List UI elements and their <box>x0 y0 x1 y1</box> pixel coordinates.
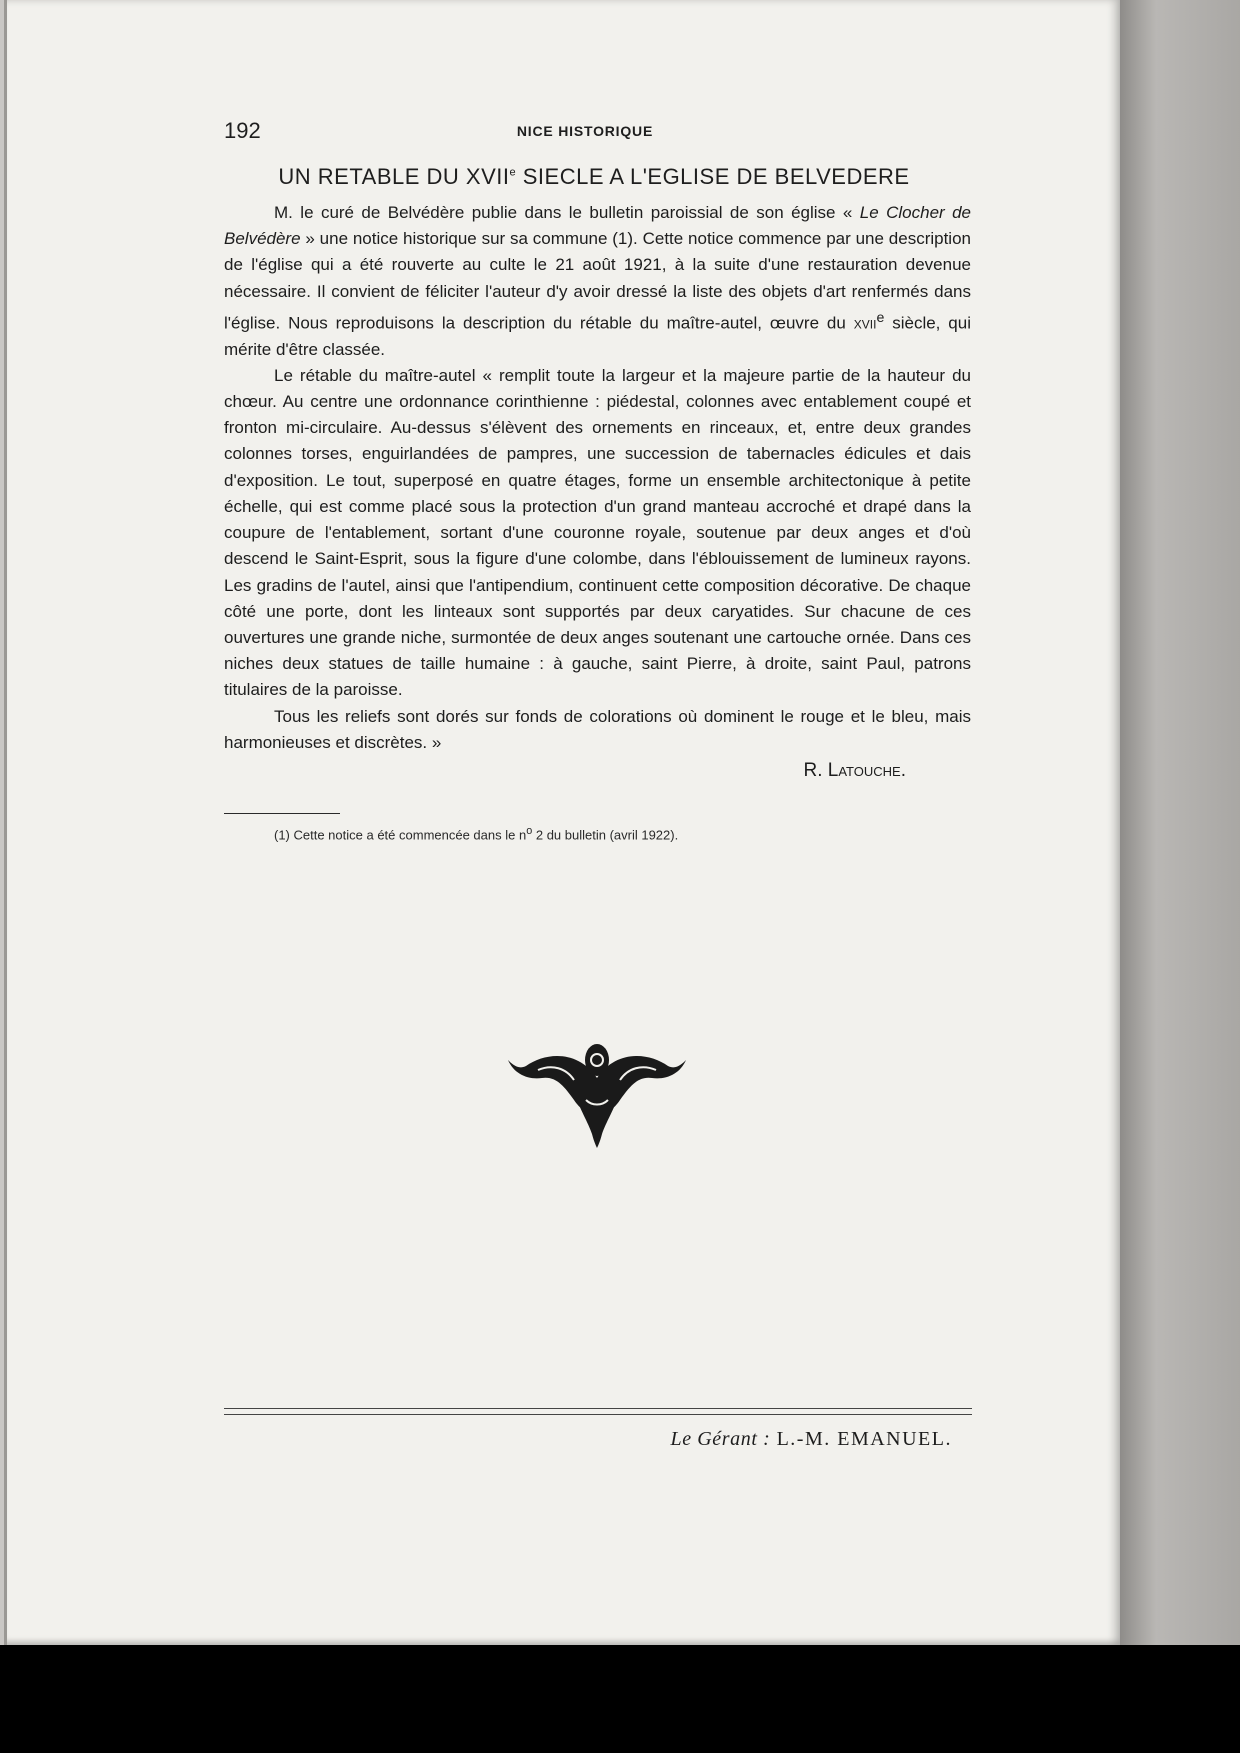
title-superscript: e <box>509 166 517 179</box>
colophon <box>618 1428 952 1451</box>
bulletin-title: Le Clocher de Belvédère <box>224 203 972 249</box>
footnote-superscript: o <box>526 825 533 837</box>
colophon-rule-top <box>224 1408 972 1409</box>
footnote <box>274 825 974 842</box>
article-title <box>224 164 964 190</box>
next-page-edge <box>1120 0 1240 1645</box>
author-signature <box>224 760 906 782</box>
paragraph-3: Tous les reliefs sont dorés sur fonds de colorations où dominent le rouge et le bleu, mais harmonieuses et discrètes. » <box>224 706 971 752</box>
century-numeral: xvii <box>853 313 877 333</box>
page-number: 192 <box>224 118 261 143</box>
page-fold <box>4 0 7 1645</box>
p1-part-b: » une notice historique sur sa commune (1). Cette notice commence par une description de l'église qui a été rouverte au culte le 21 août 1921, à la suite d'une restauration devenue nécessaire. Il convient de féliciter l'auteur d'y avoir dressé la liste des objets d'art renfermés dans l'église. Nous reproduisons la description du rétable du maître-autel, œuvre du <box>224 229 971 333</box>
gerant-label: Le Gérant : <box>670 1428 771 1450</box>
ornament-vignette <box>508 1030 686 1148</box>
title-end: SIECLE A L'EGLISE DE BELVEDERE <box>516 164 910 189</box>
article-body <box>224 200 971 756</box>
footnote-rule <box>224 813 340 814</box>
p1-part-c: siècle, qui mérite d'être classée. <box>224 313 971 359</box>
century-superscript: e <box>876 309 885 326</box>
running-head: NICE HISTORIQUE <box>516 123 654 139</box>
title-start: UN RETABLE DU XVII <box>278 164 510 189</box>
paragraph-2: Le rétable du maître-autel « remplit toute la largeur et la majeure partie de la hauteur du chœur. Au centre une ordonnance corinthienne : piédestal, colonnes avec entablement coupé et fronton mi-circulaire. Au-dessus s'élèvent des ornements en rinceaux, et, entre deux grandes colonnes torses, enguirlandées de pampres, une succession de tabernacles édicules et dais d'exposition. Le tout, superposé en quatre étages, forme un ensemble architectonique à petite échelle, qui est comme placé sous la protection d'un grand manteau accroché et drapé dans la coupure de l'entablement, sortant d'une couronne royale, soutenue par deux anges et d'où descend le Saint-Esprit, sous la figure d'une colombe, dans l'éblouissement de lumineux rayons. Les gradins de l'autel, ainsi que l'antipendium, continuent cette composition décorative. De chaque côté une porte, dont les linteaux sont supportés par deux caryatides. Sur chacune de ces ouvertures une grande niche, surmontée de deux anges soutenant une cartouche ornée. Dans ces niches deux statues de taille humaine : à gauche, saint Pierre, à droite, saint Paul, patrons titulaires de la paroisse. <box>224 365 971 700</box>
page-header <box>224 118 946 146</box>
signature-initial: R. <box>803 760 828 781</box>
footnote-part-b: 2 du bulletin (avril 1922). <box>532 827 679 843</box>
footnote-part-a: (1) Cette notice a été commencée dans le n <box>274 827 527 843</box>
gerant-name: L.-M. EMANUEL. <box>776 1428 952 1450</box>
p1-part-a: M. le curé de Belvédère publie dans le bulletin paroissial de son église « <box>274 203 860 222</box>
signature-name: Latouche. <box>827 760 906 781</box>
colophon-rule-bottom <box>224 1414 972 1415</box>
paragraph-1 <box>224 200 971 363</box>
